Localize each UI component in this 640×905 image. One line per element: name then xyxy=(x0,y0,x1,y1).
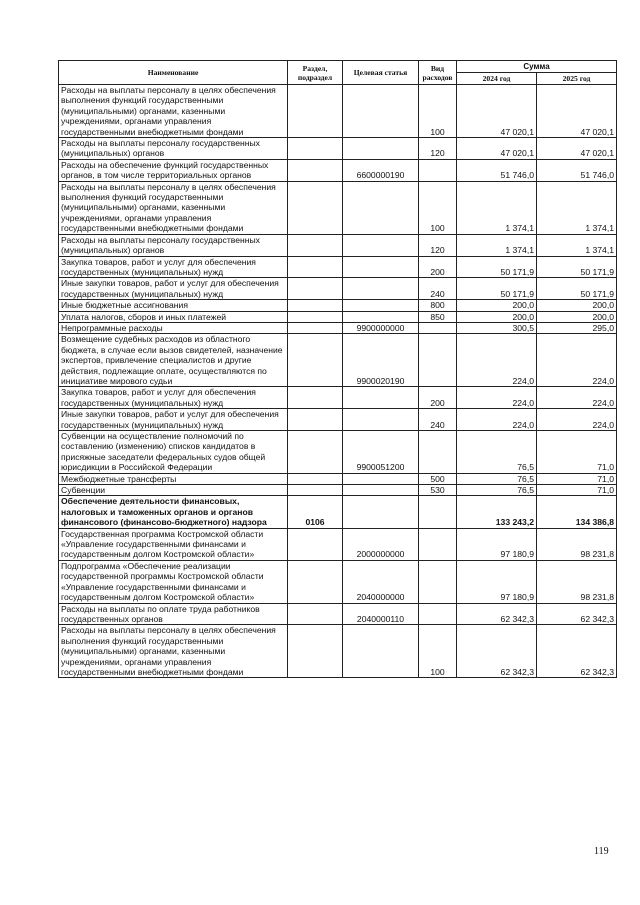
row-sum-2025: 295,0 xyxy=(537,322,617,333)
row-article xyxy=(343,278,419,300)
row-name: Непрограммные расходы xyxy=(59,322,288,333)
row-sum-2024: 50 171,9 xyxy=(457,278,537,300)
row-article xyxy=(343,473,419,484)
row-section: 0106 xyxy=(288,496,343,528)
row-section xyxy=(288,85,343,138)
table-row xyxy=(59,387,617,409)
row-section xyxy=(288,181,343,234)
row-article xyxy=(343,234,419,256)
row-name: Возмещение судебных расходов из областного бюджета, в случае если вызов свидетелей, назначение экспертов, привлечение специалистов и другие действия, подлежащие оплате, осуществляются по инициативе мирового судьи xyxy=(59,334,288,387)
row-article xyxy=(343,311,419,322)
row-type: 100 xyxy=(419,181,457,234)
row-sum-2025: 71,0 xyxy=(537,485,617,496)
table-row xyxy=(59,409,617,431)
row-article: 6600000190 xyxy=(343,159,419,181)
header-year-2024: 2024 год xyxy=(457,73,537,85)
table-row xyxy=(59,625,617,678)
row-section xyxy=(288,603,343,625)
row-type: 100 xyxy=(419,625,457,678)
row-sum-2024: 200,0 xyxy=(457,300,537,311)
row-article xyxy=(343,485,419,496)
row-sum-2024: 76,5 xyxy=(457,431,537,474)
row-sum-2025: 200,0 xyxy=(537,311,617,322)
row-name: Расходы на выплаты персоналу в целях обеспечения выполнения функций государственными (муниципальными) органами, казенными учреждениями, органами управления государственными внебюджетными фондами xyxy=(59,181,288,234)
row-sum-2025: 98 231,8 xyxy=(537,528,617,560)
row-section xyxy=(288,138,343,160)
row-sum-2024: 47 020,1 xyxy=(457,138,537,160)
header-sum: Сумма xyxy=(457,61,617,73)
row-sum-2025: 200,0 xyxy=(537,300,617,311)
row-sum-2024: 62 342,3 xyxy=(457,625,537,678)
row-article xyxy=(343,256,419,278)
row-sum-2024: 300,5 xyxy=(457,322,537,333)
table-row xyxy=(59,278,617,300)
row-sum-2024: 50 171,9 xyxy=(457,256,537,278)
row-sum-2024: 133 243,2 xyxy=(457,496,537,528)
row-type: 530 xyxy=(419,485,457,496)
budget-table xyxy=(58,60,617,678)
row-sum-2025: 47 020,1 xyxy=(537,138,617,160)
row-name: Расходы на обеспечение функций государственных органов, в том числе территориальных органов xyxy=(59,159,288,181)
row-article: 9900051200 xyxy=(343,431,419,474)
row-section xyxy=(288,485,343,496)
row-article: 2040000000 xyxy=(343,560,419,603)
row-name: Государственная программа Костромской области «Управление государственными финансами и государственным долгом Костромской области» xyxy=(59,528,288,560)
row-sum-2024: 62 342,3 xyxy=(457,603,537,625)
row-sum-2024: 97 180,9 xyxy=(457,528,537,560)
row-article xyxy=(343,625,419,678)
row-section xyxy=(288,528,343,560)
table-row xyxy=(59,300,617,311)
table-row xyxy=(59,234,617,256)
table-body xyxy=(59,85,617,678)
row-article: 9900000000 xyxy=(343,322,419,333)
header-year-2025: 2025 год xyxy=(537,73,617,85)
row-type xyxy=(419,560,457,603)
table-row xyxy=(59,560,617,603)
row-sum-2024: 1 374,1 xyxy=(457,234,537,256)
row-type: 100 xyxy=(419,85,457,138)
row-type xyxy=(419,496,457,528)
row-name: Иные бюджетные ассигнования xyxy=(59,300,288,311)
row-type xyxy=(419,159,457,181)
row-type: 200 xyxy=(419,256,457,278)
row-sum-2025: 1 374,1 xyxy=(537,234,617,256)
row-article xyxy=(343,300,419,311)
row-type xyxy=(419,322,457,333)
table-row xyxy=(59,473,617,484)
row-sum-2024: 97 180,9 xyxy=(457,560,537,603)
row-type: 120 xyxy=(419,234,457,256)
table-row xyxy=(59,431,617,474)
row-sum-2024: 76,5 xyxy=(457,485,537,496)
row-sum-2025: 224,0 xyxy=(537,387,617,409)
header-article: Целевая статья xyxy=(343,61,419,85)
row-name: Иные закупки товаров, работ и услуг для обеспечения государственных (муниципальных) нужд xyxy=(59,278,288,300)
row-section xyxy=(288,234,343,256)
row-section xyxy=(288,278,343,300)
row-sum-2024: 1 374,1 xyxy=(457,181,537,234)
table-row xyxy=(59,85,617,138)
row-type: 120 xyxy=(419,138,457,160)
row-sum-2025: 98 231,8 xyxy=(537,560,617,603)
row-section xyxy=(288,473,343,484)
row-name: Расходы на выплаты персоналу государственных (муниципальных) органов xyxy=(59,234,288,256)
row-type xyxy=(419,334,457,387)
row-article xyxy=(343,409,419,431)
row-article: 9900020190 xyxy=(343,334,419,387)
table-row xyxy=(59,334,617,387)
row-sum-2025: 224,0 xyxy=(537,334,617,387)
row-name: Расходы на выплаты персоналу в целях обеспечения выполнения функций государственными (муниципальными) органами, казенными учреждениями, органами управления государственными внебюджетными фондами xyxy=(59,625,288,678)
row-name: Закупка товаров, работ и услуг для обеспечения государственных (муниципальных) нужд xyxy=(59,387,288,409)
row-type xyxy=(419,528,457,560)
row-section xyxy=(288,300,343,311)
row-name: Закупка товаров, работ и услуг для обеспечения государственных (муниципальных) нужд xyxy=(59,256,288,278)
row-sum-2024: 224,0 xyxy=(457,387,537,409)
row-section xyxy=(288,159,343,181)
table-row xyxy=(59,496,617,528)
row-section xyxy=(288,409,343,431)
row-section xyxy=(288,431,343,474)
row-name: Межбюджетные трансферты xyxy=(59,473,288,484)
header-type: Вид расходов xyxy=(419,61,457,85)
table-row xyxy=(59,603,617,625)
row-type: 200 xyxy=(419,387,457,409)
row-article: 2000000000 xyxy=(343,528,419,560)
table-header xyxy=(59,61,617,85)
header-section: Раздел, подраздел xyxy=(288,61,343,85)
row-type xyxy=(419,431,457,474)
table-row xyxy=(59,322,617,333)
row-sum-2025: 62 342,3 xyxy=(537,603,617,625)
row-article xyxy=(343,496,419,528)
row-article xyxy=(343,138,419,160)
row-type: 240 xyxy=(419,409,457,431)
page-number: 119 xyxy=(594,846,609,857)
row-sum-2025: 62 342,3 xyxy=(537,625,617,678)
row-article xyxy=(343,85,419,138)
table-row xyxy=(59,181,617,234)
row-sum-2025: 51 746,0 xyxy=(537,159,617,181)
row-type: 800 xyxy=(419,300,457,311)
row-sum-2025: 1 374,1 xyxy=(537,181,617,234)
row-sum-2025: 47 020,1 xyxy=(537,85,617,138)
row-section xyxy=(288,322,343,333)
row-name: Расходы на выплаты по оплате труда работников государственных органов xyxy=(59,603,288,625)
row-sum-2025: 134 386,8 xyxy=(537,496,617,528)
row-name: Обеспечение деятельности финансовых, налоговых и таможенных органов и органов финансового (финансово-бюджетного) надзора xyxy=(59,496,288,528)
row-name: Подпрограмма «Обеспечение реализации государственной программы Костромской области «Управление государственными финансами и государственным долгом Костромской области» xyxy=(59,560,288,603)
row-article xyxy=(343,387,419,409)
row-type xyxy=(419,603,457,625)
row-sum-2024: 224,0 xyxy=(457,334,537,387)
row-sum-2025: 50 171,9 xyxy=(537,256,617,278)
row-sum-2024: 200,0 xyxy=(457,311,537,322)
row-section xyxy=(288,625,343,678)
row-name: Иные закупки товаров, работ и услуг для обеспечения государственных (муниципальных) нужд xyxy=(59,409,288,431)
row-sum-2025: 224,0 xyxy=(537,409,617,431)
row-sum-2024: 51 746,0 xyxy=(457,159,537,181)
row-name: Субвенции на осуществление полномочий по составлению (изменению) списков кандидатов в присяжные заседатели федеральных судов общей юрисдикции в Российской Федерации xyxy=(59,431,288,474)
row-section xyxy=(288,311,343,322)
row-type: 850 xyxy=(419,311,457,322)
table-row xyxy=(59,256,617,278)
row-type: 240 xyxy=(419,278,457,300)
table-row xyxy=(59,138,617,160)
row-article: 2040000110 xyxy=(343,603,419,625)
row-type: 500 xyxy=(419,473,457,484)
table-row xyxy=(59,159,617,181)
row-sum-2024: 47 020,1 xyxy=(457,85,537,138)
row-sum-2025: 71,0 xyxy=(537,431,617,474)
table-row xyxy=(59,528,617,560)
table-row xyxy=(59,485,617,496)
row-sum-2025: 71,0 xyxy=(537,473,617,484)
row-name: Расходы на выплаты персоналу в целях обеспечения выполнения функций государственными (муниципальными) органами, казенными учреждениями, органами управления государственными внебюджетными фондами xyxy=(59,85,288,138)
row-article xyxy=(343,181,419,234)
row-sum-2024: 76,5 xyxy=(457,473,537,484)
row-section xyxy=(288,387,343,409)
row-sum-2025: 50 171,9 xyxy=(537,278,617,300)
row-sum-2024: 224,0 xyxy=(457,409,537,431)
row-section xyxy=(288,560,343,603)
budget-table-container xyxy=(58,60,616,678)
table-row xyxy=(59,311,617,322)
row-section xyxy=(288,256,343,278)
row-name: Уплата налогов, сборов и иных платежей xyxy=(59,311,288,322)
row-section xyxy=(288,334,343,387)
row-name: Расходы на выплаты персоналу государственных (муниципальных) органов xyxy=(59,138,288,160)
header-name: Наименование xyxy=(59,61,288,85)
row-name: Субвенции xyxy=(59,485,288,496)
